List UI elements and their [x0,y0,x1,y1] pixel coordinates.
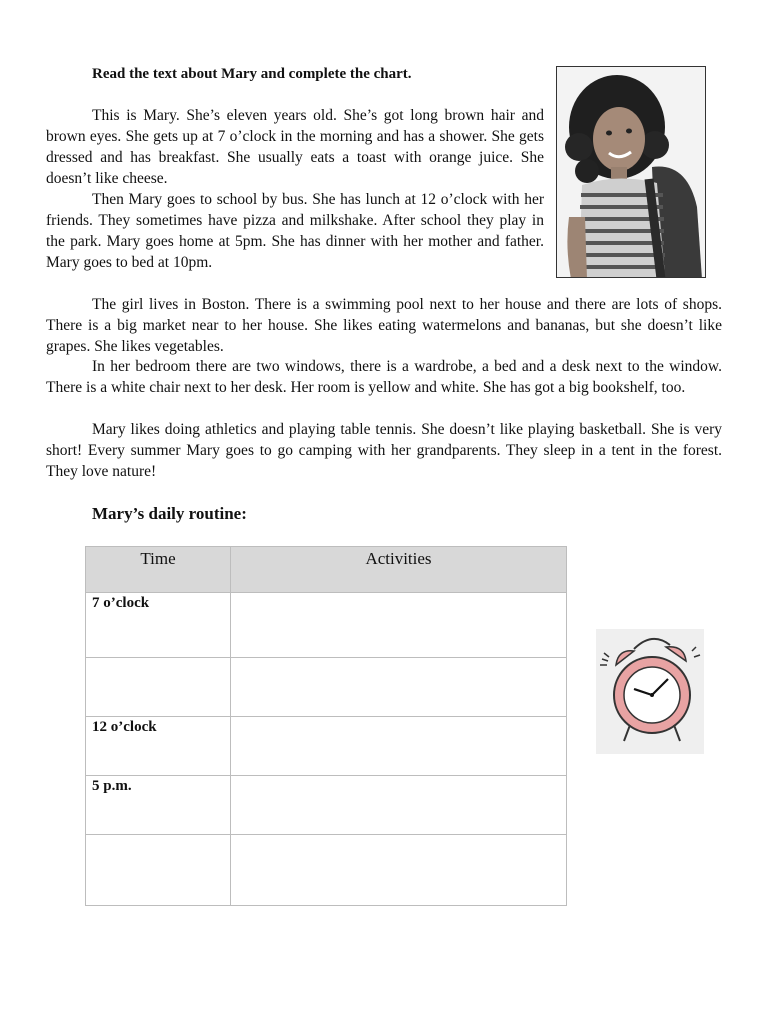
time-header: Time [86,547,231,593]
routine-title: Mary’s daily routine: [92,504,247,523]
table-row [86,593,567,658]
activities-header: Activities [231,547,567,593]
activity-cell[interactable] [231,835,567,906]
table-row [86,776,567,835]
table-row [86,658,567,717]
activity-cell[interactable] [231,776,567,835]
table-row [86,835,567,906]
routine-table [85,546,567,906]
activity-cell[interactable] [231,658,567,717]
time-cell: 5 p.m. [86,776,231,835]
table-header-row [86,547,567,593]
time-cell: 7 o’clock [86,593,231,658]
table-row [86,717,567,776]
paragraph-5: Mary likes doing athletics and playing table tennis. She doesn’t like playing basketball. She is very short! Every summer Mary goes to go camping with her grandparents. They sleep in a tent in the forest. They love nature! [46,421,722,480]
time-cell: 12 o’clock [86,717,231,776]
paragraph-3: The girl lives in Boston. There is a swimming pool next to her house and there are lots of shops. There is a big market near to her house. She likes eating watermelons and bananas, but she doesn’t like grapes. She likes vegetables. [46,296,722,355]
instruction: Read the text about Mary and complete the chart. [92,66,412,82]
paragraph-4: In her bedroom there are two windows, there is a wardrobe, a bed and a desk next to the window. There is a white chair next to her desk. Her room is yellow and white. She has got a big bookshelf, too. [46,358,722,396]
paragraph-1: This is Mary. She’s eleven years old. She’s got long brown hair and brown eyes. She gets up at 7 o’clock in the morning and has a shower. She gets dressed and has breakfast. She usually eats a toast with orange juice. She doesn’t like cheese. [46,107,544,187]
girl-photo [556,66,706,278]
time-cell [86,835,231,906]
activity-cell[interactable] [231,717,567,776]
time-cell [86,658,231,717]
paragraph-2: Then Mary goes to school by bus. She has lunch at 12 o’clock with her friends. They sometimes have pizza and milkshake. After school they play in the park. Mary goes home at 5pm. She has dinner with her mother and father. Mary goes to bed at 10pm. [46,191,544,271]
alarm-clock-icon [596,629,704,754]
activity-cell[interactable] [231,593,567,658]
